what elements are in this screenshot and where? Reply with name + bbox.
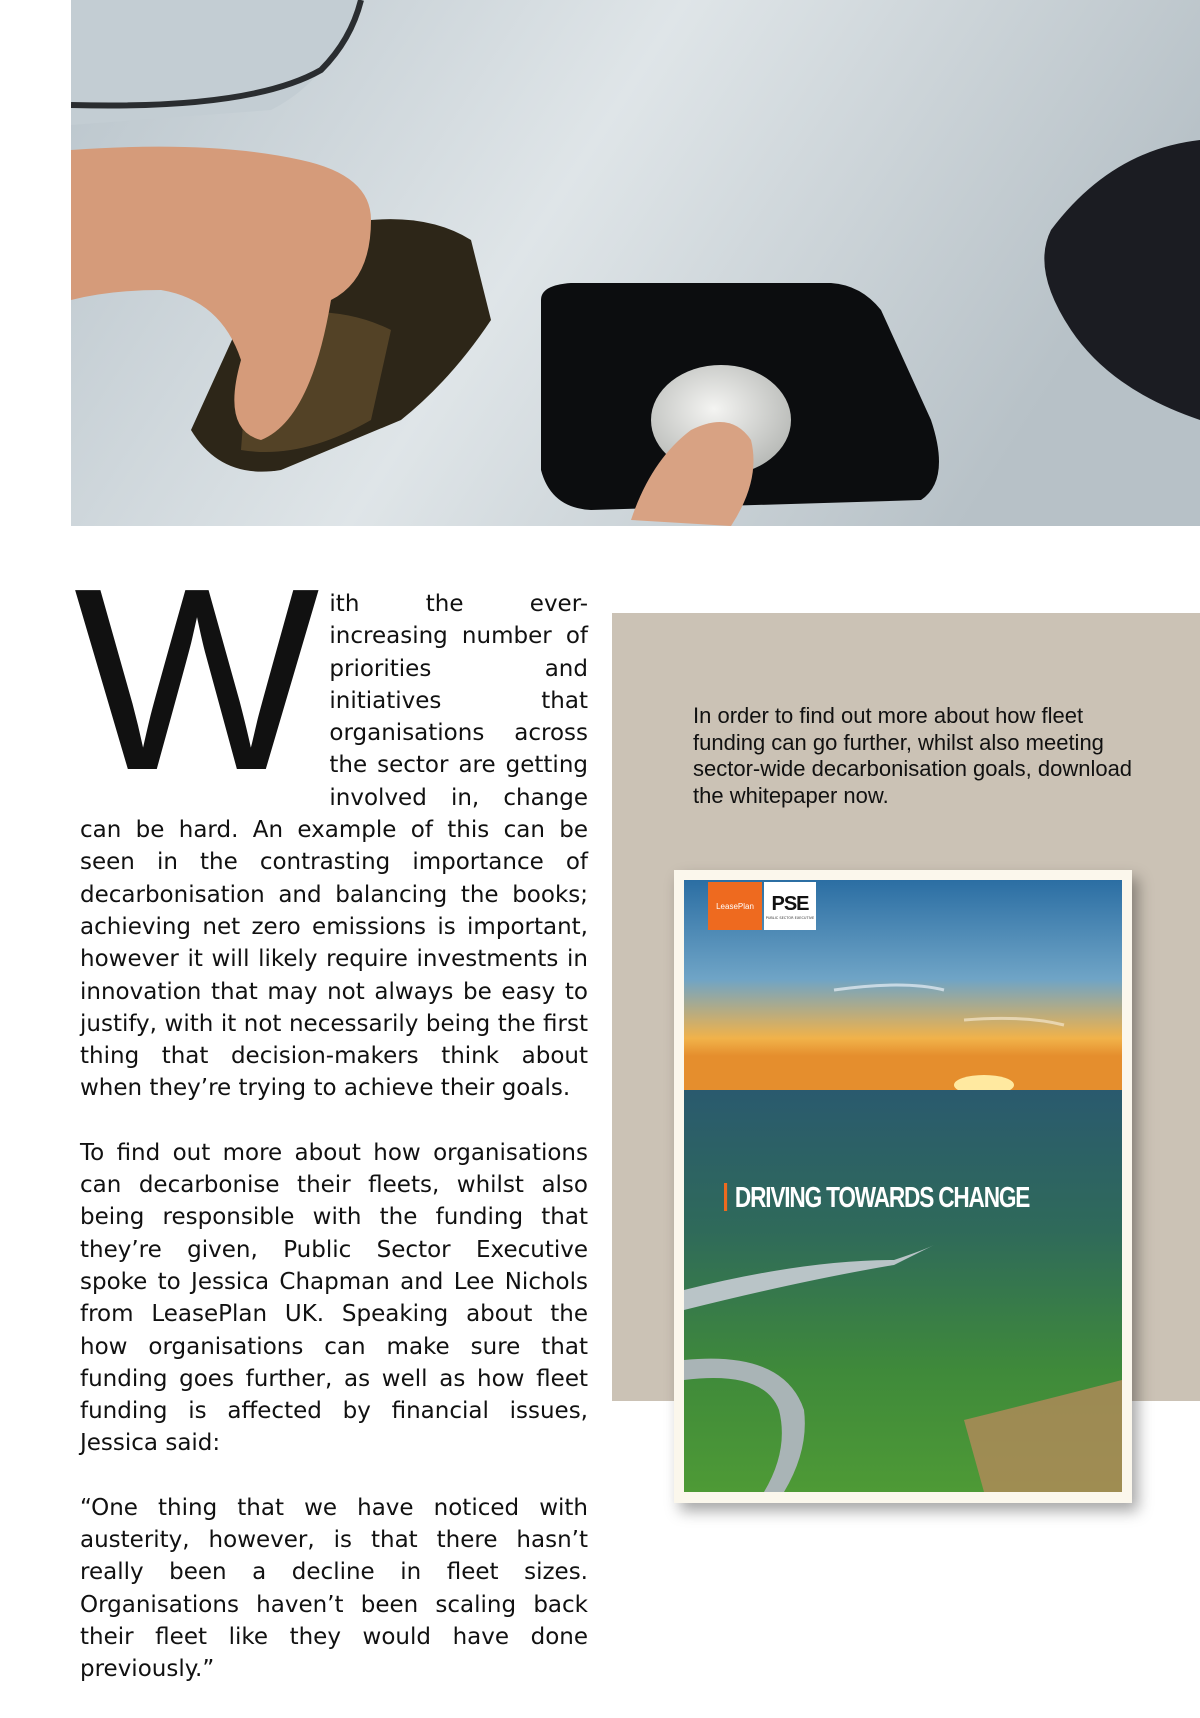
ev-charging-photo-icon [71, 0, 1200, 526]
pse-logo: PSE PUBLIC SECTOR EXECUTIVE [764, 882, 816, 930]
hero-photo [71, 0, 1200, 526]
article-paragraph-2: To find out more about how organisations can decarbonise their fleets, whilst also being responsible with the funding that they’re given, Public Sector Executive spoke to Jessica Chapman and Lee Nichols from LeasePlan UK. Speaking about the how organisations can make sure that funding goes further, as well as how fleet funding is affected by financial issues, Jessica said: [80, 1139, 588, 1457]
paragraph-1-text: ith the ever-increasing number of priorities and initiatives that organisations across the sector are getting involved in, change can be hard. An example of this can be seen in the contrasting importance of decarbonisation and balancing the books; achieving net zero emissions is important, however it will likely require investments in innovation that may not always be easy to justify, with it not necessarily being the first thing that decision-makers think about when they’re trying to achieve their goals. [80, 591, 588, 1102]
title-accent-bar [724, 1183, 727, 1211]
article-body [74, 535, 588, 1718]
article-paragraph-3-quote: “One thing that we have noticed with austerity, however, is that there hasn’t really been a decline in fleet sizes. Organisations haven’t been scaling back their fleet like they would have done previously.” [80, 1494, 588, 1683]
cover-logos [708, 882, 816, 930]
drop-cap: W [74, 535, 320, 825]
leaseplan-logo: LeasePlan [708, 882, 762, 930]
article-paragraph-1 [74, 535, 588, 1105]
cover-title: DRIVING TOWARDS CHANGE [724, 1182, 1029, 1215]
panel-callout-text: In order to find out more about how fleet funding can go further, whilst also meeting sector-wide decarbonisation goals, download the whitepaper now. [693, 703, 1133, 808]
